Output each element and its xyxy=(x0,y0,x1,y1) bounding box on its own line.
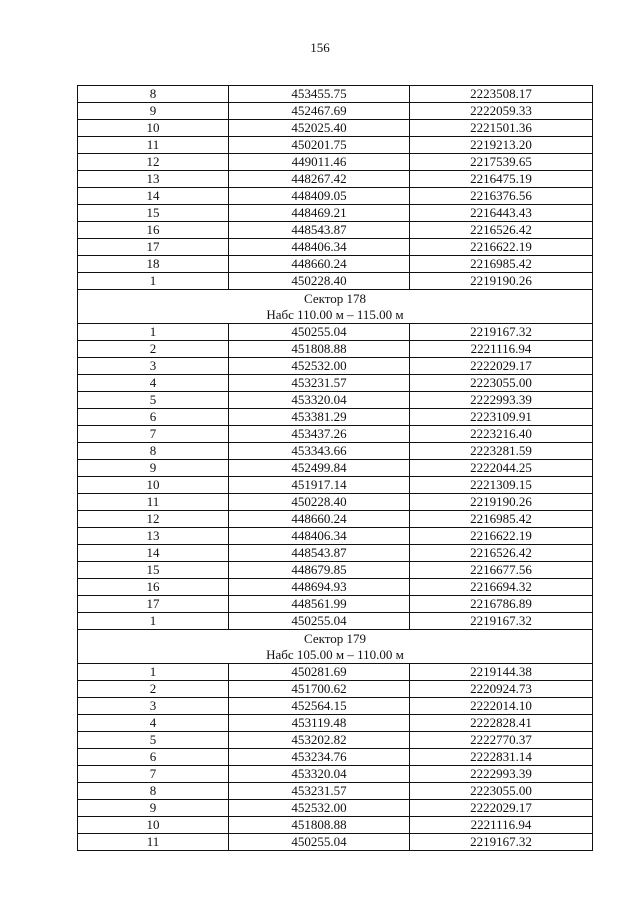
x-coordinate-cell: 453343.66 xyxy=(229,443,410,460)
sector-title: Сектор 178 xyxy=(303,290,366,306)
point-number-cell: 15 xyxy=(78,205,229,222)
point-number-cell: 4 xyxy=(78,375,229,392)
point-number-cell: 10 xyxy=(78,120,229,137)
x-coordinate-cell: 451808.88 xyxy=(229,817,410,834)
table-row xyxy=(78,375,593,392)
x-coordinate-cell: 448406.34 xyxy=(229,528,410,545)
point-number-cell: 12 xyxy=(78,511,229,528)
table-row xyxy=(78,800,593,817)
y-coordinate-cell: 2222770.37 xyxy=(410,732,593,749)
sector-header-row xyxy=(78,630,593,664)
x-coordinate-cell: 452532.00 xyxy=(229,358,410,375)
table-row xyxy=(78,239,593,256)
table-row xyxy=(78,222,593,239)
y-coordinate-cell: 2223109.91 xyxy=(410,409,593,426)
table-row xyxy=(78,596,593,613)
point-number-cell: 13 xyxy=(78,171,229,188)
y-coordinate-cell: 2222993.39 xyxy=(410,392,593,409)
point-number-cell: 14 xyxy=(78,545,229,562)
table-row xyxy=(78,171,593,188)
x-coordinate-cell: 448469.21 xyxy=(229,205,410,222)
table-row xyxy=(78,834,593,851)
point-number-cell: 18 xyxy=(78,256,229,273)
x-coordinate-cell: 450228.40 xyxy=(229,494,410,511)
x-coordinate-cell: 453455.75 xyxy=(229,86,410,103)
y-coordinate-cell: 2222014.10 xyxy=(410,698,593,715)
x-coordinate-cell: 452025.40 xyxy=(229,120,410,137)
x-coordinate-cell: 453320.04 xyxy=(229,766,410,783)
y-coordinate-cell: 2223281.59 xyxy=(410,443,593,460)
y-coordinate-cell: 2223508.17 xyxy=(410,86,593,103)
sector-header-row xyxy=(78,290,593,324)
x-coordinate-cell: 453320.04 xyxy=(229,392,410,409)
table-row xyxy=(78,749,593,766)
y-coordinate-cell: 2219213.20 xyxy=(410,137,593,154)
y-coordinate-cell: 2219190.26 xyxy=(410,273,593,290)
y-coordinate-cell: 2222831.14 xyxy=(410,749,593,766)
table-row xyxy=(78,154,593,171)
table-row xyxy=(78,783,593,800)
x-coordinate-cell: 453234.76 xyxy=(229,749,410,766)
table-row xyxy=(78,205,593,222)
sector-header-cell xyxy=(78,290,593,324)
point-number-cell: 16 xyxy=(78,222,229,239)
y-coordinate-cell: 2219167.32 xyxy=(410,324,593,341)
table-row xyxy=(78,613,593,630)
point-number-cell: 2 xyxy=(78,341,229,358)
point-number-cell: 5 xyxy=(78,732,229,749)
point-number-cell: 9 xyxy=(78,103,229,120)
x-coordinate-cell: 453381.29 xyxy=(229,409,410,426)
x-coordinate-cell: 453202.82 xyxy=(229,732,410,749)
x-coordinate-cell: 448694.93 xyxy=(229,579,410,596)
x-coordinate-cell: 448267.42 xyxy=(229,171,410,188)
coordinates-table-body xyxy=(78,86,593,851)
table-row xyxy=(78,324,593,341)
point-number-cell: 8 xyxy=(78,443,229,460)
table-row xyxy=(78,273,593,290)
x-coordinate-cell: 451808.88 xyxy=(229,341,410,358)
x-coordinate-cell: 450255.04 xyxy=(229,613,410,630)
x-coordinate-cell: 448409.05 xyxy=(229,188,410,205)
table-row xyxy=(78,137,593,154)
table-row xyxy=(78,477,593,494)
x-coordinate-cell: 453119.48 xyxy=(229,715,410,732)
x-coordinate-cell: 448660.24 xyxy=(229,511,410,528)
x-coordinate-cell: 451917.14 xyxy=(229,477,410,494)
point-number-cell: 8 xyxy=(78,86,229,103)
y-coordinate-cell: 2221116.94 xyxy=(410,341,593,358)
sector-title: Сектор 179 xyxy=(303,630,366,646)
x-coordinate-cell: 452467.69 xyxy=(229,103,410,120)
page-number: 156 xyxy=(310,40,330,55)
point-number-cell: 1 xyxy=(78,324,229,341)
point-number-cell: 5 xyxy=(78,392,229,409)
table-row xyxy=(78,494,593,511)
point-number-cell: 16 xyxy=(78,579,229,596)
x-coordinate-cell: 448543.87 xyxy=(229,222,410,239)
sector-header-cell xyxy=(78,630,593,664)
point-number-cell: 3 xyxy=(78,358,229,375)
y-coordinate-cell: 2216985.42 xyxy=(410,511,593,528)
point-number-cell: 2 xyxy=(78,681,229,698)
x-coordinate-cell: 450281.69 xyxy=(229,664,410,681)
sector-height-range: Набс 110.00 м – 115.00 м xyxy=(266,306,404,322)
table-row xyxy=(78,341,593,358)
point-number-cell: 1 xyxy=(78,273,229,290)
table-row xyxy=(78,545,593,562)
y-coordinate-cell: 2221501.36 xyxy=(410,120,593,137)
y-coordinate-cell: 2217539.65 xyxy=(410,154,593,171)
y-coordinate-cell: 2222059.33 xyxy=(410,103,593,120)
y-coordinate-cell: 2222993.39 xyxy=(410,766,593,783)
y-coordinate-cell: 2222828.41 xyxy=(410,715,593,732)
y-coordinate-cell: 2219190.26 xyxy=(410,494,593,511)
point-number-cell: 17 xyxy=(78,239,229,256)
y-coordinate-cell: 2216443.43 xyxy=(410,205,593,222)
point-number-cell: 17 xyxy=(78,596,229,613)
table-row xyxy=(78,817,593,834)
x-coordinate-cell: 452564.15 xyxy=(229,698,410,715)
point-number-cell: 8 xyxy=(78,783,229,800)
x-coordinate-cell: 452532.00 xyxy=(229,800,410,817)
point-number-cell: 6 xyxy=(78,409,229,426)
point-number-cell: 1 xyxy=(78,664,229,681)
table-row xyxy=(78,528,593,545)
table-row xyxy=(78,120,593,137)
x-coordinate-cell: 448660.24 xyxy=(229,256,410,273)
table-row xyxy=(78,579,593,596)
table-row xyxy=(78,681,593,698)
y-coordinate-cell: 2216694.32 xyxy=(410,579,593,596)
point-number-cell: 7 xyxy=(78,426,229,443)
point-number-cell: 13 xyxy=(78,528,229,545)
y-coordinate-cell: 2216376.56 xyxy=(410,188,593,205)
y-coordinate-cell: 2223055.00 xyxy=(410,375,593,392)
point-number-cell: 15 xyxy=(78,562,229,579)
table-row xyxy=(78,562,593,579)
table-row xyxy=(78,715,593,732)
y-coordinate-cell: 2216526.42 xyxy=(410,545,593,562)
x-coordinate-cell: 453231.57 xyxy=(229,783,410,800)
table-row xyxy=(78,698,593,715)
x-coordinate-cell: 452499.84 xyxy=(229,460,410,477)
table-row xyxy=(78,443,593,460)
x-coordinate-cell: 448561.99 xyxy=(229,596,410,613)
point-number-cell: 9 xyxy=(78,800,229,817)
y-coordinate-cell: 2216622.19 xyxy=(410,239,593,256)
table-row xyxy=(78,732,593,749)
y-coordinate-cell: 2222029.17 xyxy=(410,800,593,817)
y-coordinate-cell: 2223216.40 xyxy=(410,426,593,443)
table-row xyxy=(78,426,593,443)
table-row xyxy=(78,392,593,409)
y-coordinate-cell: 2223055.00 xyxy=(410,783,593,800)
x-coordinate-cell: 450228.40 xyxy=(229,273,410,290)
y-coordinate-cell: 2219167.32 xyxy=(410,613,593,630)
x-coordinate-cell: 450255.04 xyxy=(229,834,410,851)
y-coordinate-cell: 2221309.15 xyxy=(410,477,593,494)
x-coordinate-cell: 448406.34 xyxy=(229,239,410,256)
x-coordinate-cell: 448679.85 xyxy=(229,562,410,579)
y-coordinate-cell: 2222029.17 xyxy=(410,358,593,375)
x-coordinate-cell: 453231.57 xyxy=(229,375,410,392)
point-number-cell: 10 xyxy=(78,817,229,834)
point-number-cell: 12 xyxy=(78,154,229,171)
table-row xyxy=(78,256,593,273)
sector-height-range: Набс 105.00 м – 110.00 м xyxy=(266,646,404,662)
table-row xyxy=(78,664,593,681)
table-row xyxy=(78,409,593,426)
x-coordinate-cell: 451700.62 xyxy=(229,681,410,698)
table-row xyxy=(78,188,593,205)
y-coordinate-cell: 2216985.42 xyxy=(410,256,593,273)
y-coordinate-cell: 2219144.38 xyxy=(410,664,593,681)
y-coordinate-cell: 2216786.89 xyxy=(410,596,593,613)
point-number-cell: 9 xyxy=(78,460,229,477)
point-number-cell: 10 xyxy=(78,477,229,494)
point-number-cell: 7 xyxy=(78,766,229,783)
point-number-cell: 1 xyxy=(78,613,229,630)
y-coordinate-cell: 2220924.73 xyxy=(410,681,593,698)
y-coordinate-cell: 2222044.25 xyxy=(410,460,593,477)
table-row xyxy=(78,358,593,375)
y-coordinate-cell: 2219167.32 xyxy=(410,834,593,851)
point-number-cell: 6 xyxy=(78,749,229,766)
table-row xyxy=(78,766,593,783)
x-coordinate-cell: 450255.04 xyxy=(229,324,410,341)
point-number-cell: 4 xyxy=(78,715,229,732)
point-number-cell: 3 xyxy=(78,698,229,715)
y-coordinate-cell: 2216526.42 xyxy=(410,222,593,239)
point-number-cell: 11 xyxy=(78,834,229,851)
point-number-cell: 11 xyxy=(78,137,229,154)
x-coordinate-cell: 450201.75 xyxy=(229,137,410,154)
y-coordinate-cell: 2216677.56 xyxy=(410,562,593,579)
coordinates-table xyxy=(77,85,593,851)
table-row xyxy=(78,103,593,120)
x-coordinate-cell: 448543.87 xyxy=(229,545,410,562)
table-row xyxy=(78,511,593,528)
y-coordinate-cell: 2216622.19 xyxy=(410,528,593,545)
y-coordinate-cell: 2221116.94 xyxy=(410,817,593,834)
table-row xyxy=(78,460,593,477)
point-number-cell: 14 xyxy=(78,188,229,205)
y-coordinate-cell: 2216475.19 xyxy=(410,171,593,188)
point-number-cell: 11 xyxy=(78,494,229,511)
x-coordinate-cell: 453437.26 xyxy=(229,426,410,443)
x-coordinate-cell: 449011.46 xyxy=(229,154,410,171)
table-row xyxy=(78,86,593,103)
